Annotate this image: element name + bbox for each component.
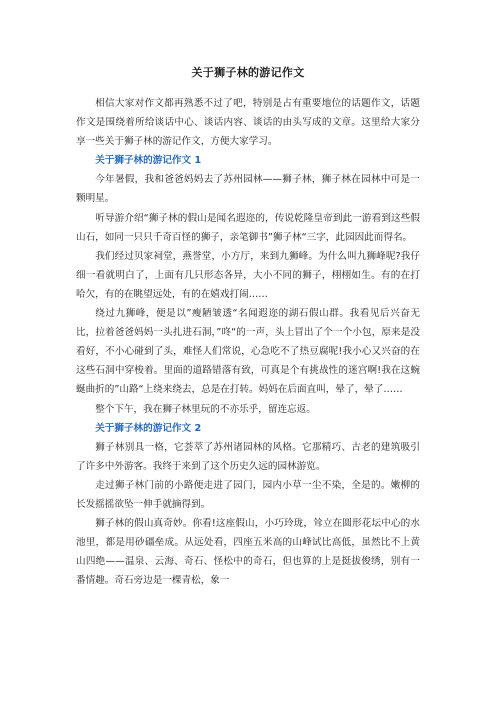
- section-2-heading: 关于狮子林的游记作文 2: [95, 422, 202, 434]
- document-title: 关于狮子林的游记作文: [191, 66, 305, 79]
- section-2-paragraph: 狮子林别具一格，它荟萃了苏州诸园林的风格。它那精巧、古老的建筑吸引了许多中外游客。我终于来到了这个历史久远的园林游览。: [76, 441, 420, 472]
- section-1-paragraph: 整个下午，我在狮子林里玩的不亦乐乎，留连忘返。: [95, 403, 316, 415]
- section-2-paragraph: 狮子林的假山真奇妙。你看!这座假山，小巧玲珑，耸立在圆形花坛中心的水池里，都是用砂礓垒成。从远处看，四座五米高的山峰试比高低，虽然比不上黄山四绝——温泉、云海、奇石、怪松中的奇石，但也算的上是挺拔俊绣，别有一番情趣。奇石旁边是一棵青松，象一: [76, 518, 420, 587]
- section-1-paragraph: 听导游介绍“狮子林的假山是闻名遐迩的，传说乾隆皇帝到此一游看到这些假山石，如同一只只千奇百怪的狮子，亲笔御书”狮子林“三字，此园因此而得名。: [76, 212, 420, 243]
- section-1-heading: 关于狮子林的游记作文 1: [95, 155, 202, 167]
- section-1-paragraph: 今年暑假，我和爸爸妈妈去了苏州园林——狮子林，狮子林在园林中可是一颗明星。: [76, 174, 420, 205]
- section-1-paragraph: 我们经过贝家祠堂，燕誉堂，小方厅，来到九狮峰。为什么叫九狮峰呢?我仔细一看就明白了，上面有几只形态各异，大小不同的狮子，栩栩如生。有的在打哈欠，有的在眺望远处，有的在嬉戏打闹……: [76, 250, 420, 300]
- section-2-paragraph: 走过狮子林门前的小路便走进了园门，园内小草一尘不染，全是的。嫩柳的长发摇摇欲坠一伸手就摘得到。: [76, 479, 420, 510]
- intro-paragraph: 相信大家对作文都再熟悉不过了吧，特别是占有重要地位的话题作文，话题作文是围绕着所给谈话中心、谈话内容、谈话的由头写成的文章。这里给大家分享一些关于狮子林的游记作文，方便大家学习。: [76, 98, 420, 148]
- section-1-paragraph: 绕过九狮峰，便是以”瘦陋皱透“名闻遐迩的湖石假山群。我看见后兴奋无比，拉着爸爸妈妈一头扎进石洞，”咚“的一声，头上冒出了个一个小包，原来是没看好，不小心碰到了头，难怪人们常说，心急吃不了热豆腐呢!我小心又兴奋的在这些石洞中穿梭着。里面的道路错落有致，可真是个有挑战性的迷宫啊!我在这蜿蜒曲折的”山路“上绕来绕去，总是在打转。妈妈在后面直叫，晕了，晕了……: [76, 308, 420, 396]
